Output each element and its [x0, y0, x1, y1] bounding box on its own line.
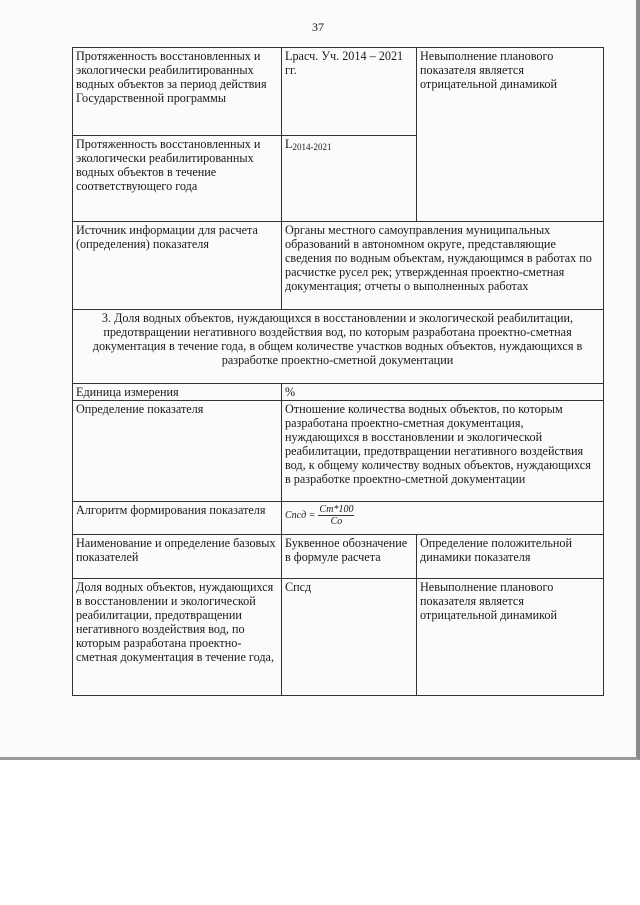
- row1-name: Протяженность восстановленных и экологически реабилитированных водных объектов за период действия Государственной программы: [73, 48, 282, 136]
- row2-name: Протяженность восстановленных и экологически реабилитированных водных объектов в течение соответствующего года: [73, 136, 282, 222]
- header-col2: Буквенное обозначение в формуле расчета: [282, 535, 417, 579]
- source-value: Органы местного самоуправления муниципальных образований в автономном округе, представляющие сведения по водным объектам, нуждающимся в работах по расчистке русел рек; утвержденная проектно-сметная документация; отчеты о выполненных работах: [282, 222, 604, 310]
- row2-symbol-base: L: [285, 137, 293, 151]
- header-col1: Наименование и определение базовых показателей: [73, 535, 282, 579]
- unit-label: Единица измерения: [73, 384, 282, 401]
- algorithm-formula: [282, 502, 604, 535]
- indicator-table: [72, 47, 604, 696]
- table-row: [73, 310, 604, 384]
- row1-dynamics: Невыполнение планового показателя является отрицательной динамикой: [417, 48, 604, 222]
- last-dynamics: Невыполнение планового показателя является отрицательной динамикой: [417, 579, 604, 696]
- row2-symbol-sub: 2014-2021: [292, 142, 332, 152]
- source-label: Источник информации для расчета (определения) показателя: [73, 222, 282, 310]
- formula-numerator: Ст*100: [319, 504, 354, 515]
- table-row: [73, 535, 604, 579]
- formula: [285, 504, 354, 527]
- page-number: 37: [312, 20, 324, 34]
- definition-value: Отношение количества водных объектов, по которым разработана проектно-сметная документация, нуждающихся в восстановлении и экологической реабилитации, предотвращении негативного воздействия вод, к общему количеству водных объектов, нуждающихся в разработке проектно-сметной документации: [282, 401, 604, 502]
- algorithm-label: Алгоритм формирования показателя: [73, 502, 282, 535]
- row2-symbol: [282, 136, 417, 222]
- table-row: [73, 579, 604, 696]
- last-name: Доля водных объектов, нуждающихся в восстановлении и экологической реабилитации, предотвращении негативного воздействия вод, по которым разработана проектно-сметная документация в течение года,: [73, 579, 282, 696]
- header-col3: Определение положительной динамики показателя: [417, 535, 604, 579]
- row1-symbol: Lрасч. Уч. 2014 – 2021 гг.: [282, 48, 417, 136]
- formula-denominator: Со: [330, 516, 343, 527]
- unit-value: %: [282, 384, 604, 401]
- table-row: [73, 48, 604, 136]
- last-symbol: Спсд: [282, 579, 417, 696]
- formula-lhs: Спсд =: [285, 509, 316, 521]
- definition-label: Определение показателя: [73, 401, 282, 502]
- formula-fraction: [318, 504, 354, 527]
- table-row: [73, 401, 604, 502]
- table-row: [73, 502, 604, 535]
- table-row: [73, 384, 604, 401]
- section-3-title: 3. Доля водных объектов, нуждающихся в восстановлении и экологической реабилитации, предотвращении негативного воздействия вод, по которым разработана проектно-сметная документация в течение года, в общем количестве участков водных объектов, нуждающихся в разработке проектно-сметной документации: [73, 310, 604, 384]
- table-row: [73, 222, 604, 310]
